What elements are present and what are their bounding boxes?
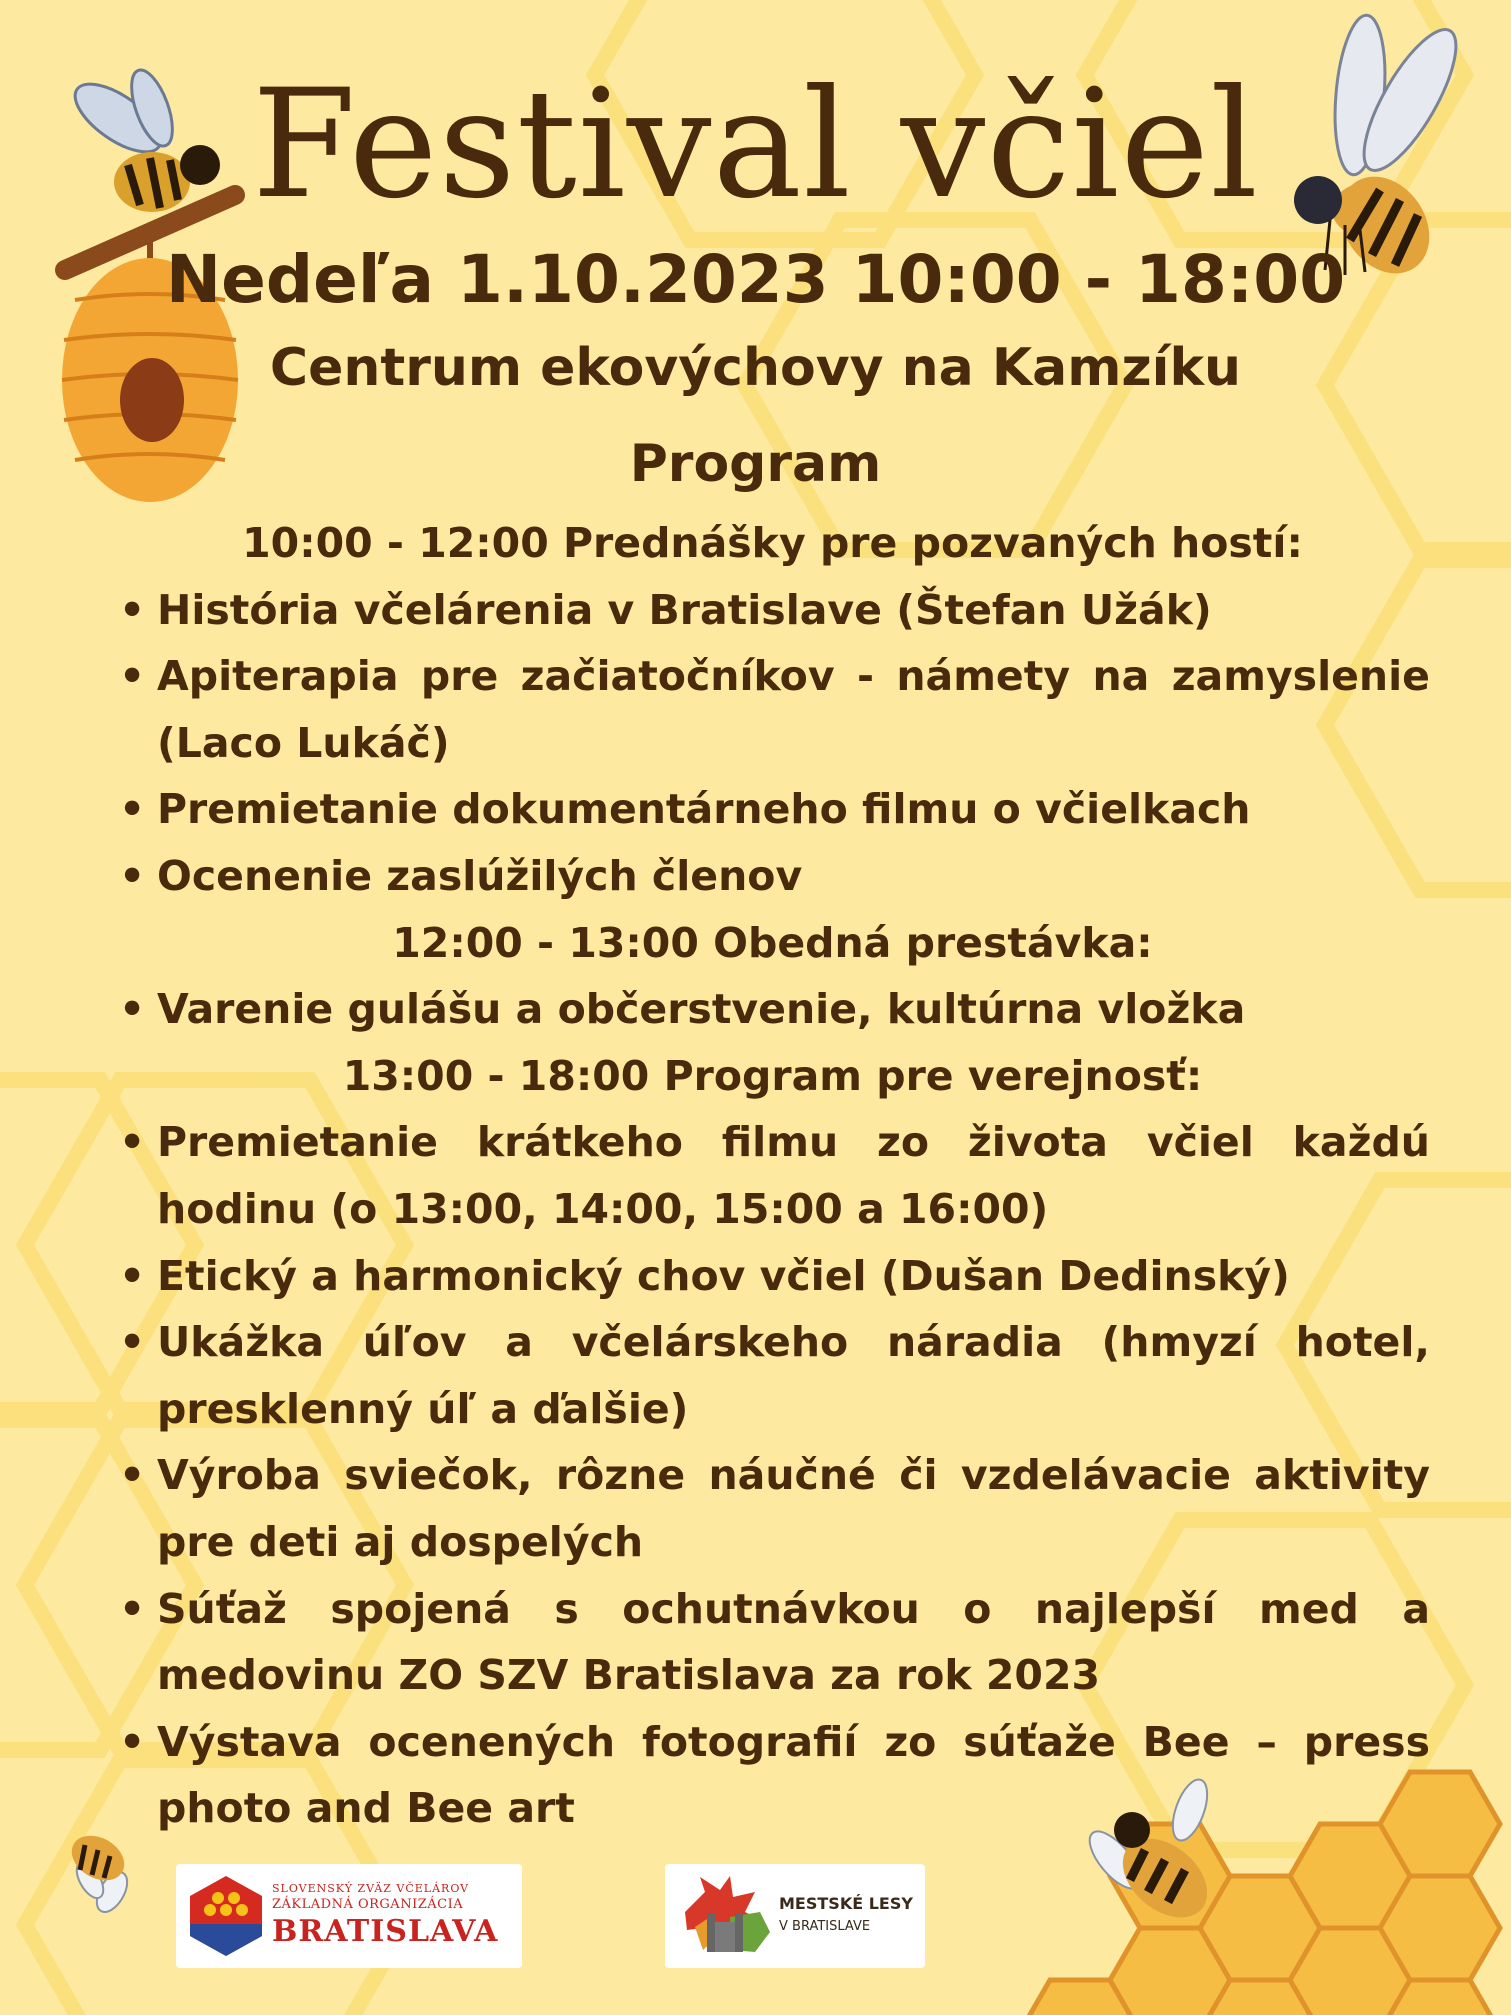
szv-bratislava-logo bbox=[176, 1864, 522, 1968]
program-item: • Premietanie dokumentárneho filmu o včielkach bbox=[115, 776, 1430, 843]
logo-line: V BRATISLAVE bbox=[779, 1919, 871, 1934]
bullet: • bbox=[119, 1318, 146, 1367]
event-date-time: Nedeľa 1.10.2023 10:00 - 18:00 bbox=[165, 241, 1346, 318]
program-item: • Výstava ocenených fotografií zo súťaže Bee – press photo and Bee art bbox=[115, 1709, 1430, 1842]
logo-line: ZÁKLADNÁ ORGANIZÁCIA bbox=[272, 1897, 464, 1912]
program-item: • Ukážka úľov a včelárskeho náradia (hmyzí hotel, presklenný úľ a ďalšie) bbox=[115, 1309, 1430, 1442]
bullet: • bbox=[119, 985, 146, 1034]
program-list bbox=[115, 510, 1430, 1842]
bullet: • bbox=[119, 851, 146, 900]
mestske-lesy-logo bbox=[665, 1864, 925, 1968]
section-heading-public: 13:00 - 18:00 Program pre verejnosť: bbox=[342, 1051, 1203, 1100]
program-item: • Súťaž spojená s ochutnávkou o najlepší med a medovinu ZO SZV Bratislava za rok 2023 bbox=[115, 1576, 1430, 1709]
bullet: • bbox=[119, 652, 146, 701]
bullet: • bbox=[119, 1118, 146, 1167]
program-item: • Výroba sviečok, rôzne náučné či vzdelávacie aktivity pre deti aj dospelých bbox=[115, 1442, 1430, 1575]
bullet: • bbox=[119, 785, 146, 834]
bullet: • bbox=[119, 1717, 146, 1766]
bullet: • bbox=[119, 1451, 146, 1500]
bullet: • bbox=[119, 585, 146, 634]
event-venue: Centrum ekovýchovy na Kamzíku bbox=[269, 338, 1242, 398]
program-item: • História včelárenia v Bratislave (Štefan Užák) bbox=[115, 577, 1430, 644]
logo-line: SLOVENSKÝ ZVÄZ VČELÁROV bbox=[272, 1882, 470, 1895]
logo-line: MESTSKÉ LESY bbox=[779, 1894, 913, 1913]
section-heading-morning: 10:00 - 12:00 Prednášky pre pozvaných hostí: bbox=[242, 519, 1303, 567]
bullet: • bbox=[119, 1584, 146, 1633]
program-item: • Varenie gulášu a občerstvenie, kultúrna vložka bbox=[115, 976, 1430, 1043]
leaves-castle-icon bbox=[675, 1872, 775, 1960]
program-heading: Program bbox=[629, 434, 882, 494]
poster-title: Festival včiel bbox=[251, 58, 1260, 232]
program-item: • Apiterapia pre začiatočníkov - námety na zamyslenie (Laco Lukáč) bbox=[115, 643, 1430, 776]
program-item: • Premietanie krátkeho filmu zo života včiel každú hodinu (o 13:00, 14:00, 15:00 a 16:00) bbox=[115, 1109, 1430, 1242]
program-item: • Ocenenie zaslúžilých členov bbox=[115, 843, 1430, 910]
bullet: • bbox=[119, 1251, 146, 1300]
szv-emblem-icon bbox=[186, 1874, 266, 1958]
program-item: • Etický a harmonický chov včiel (Dušan Dedinský) bbox=[115, 1243, 1430, 1310]
section-heading-lunch: 12:00 - 13:00 Obedná prestávka: bbox=[392, 918, 1153, 967]
logo-line: BRATISLAVA bbox=[272, 1914, 499, 1949]
